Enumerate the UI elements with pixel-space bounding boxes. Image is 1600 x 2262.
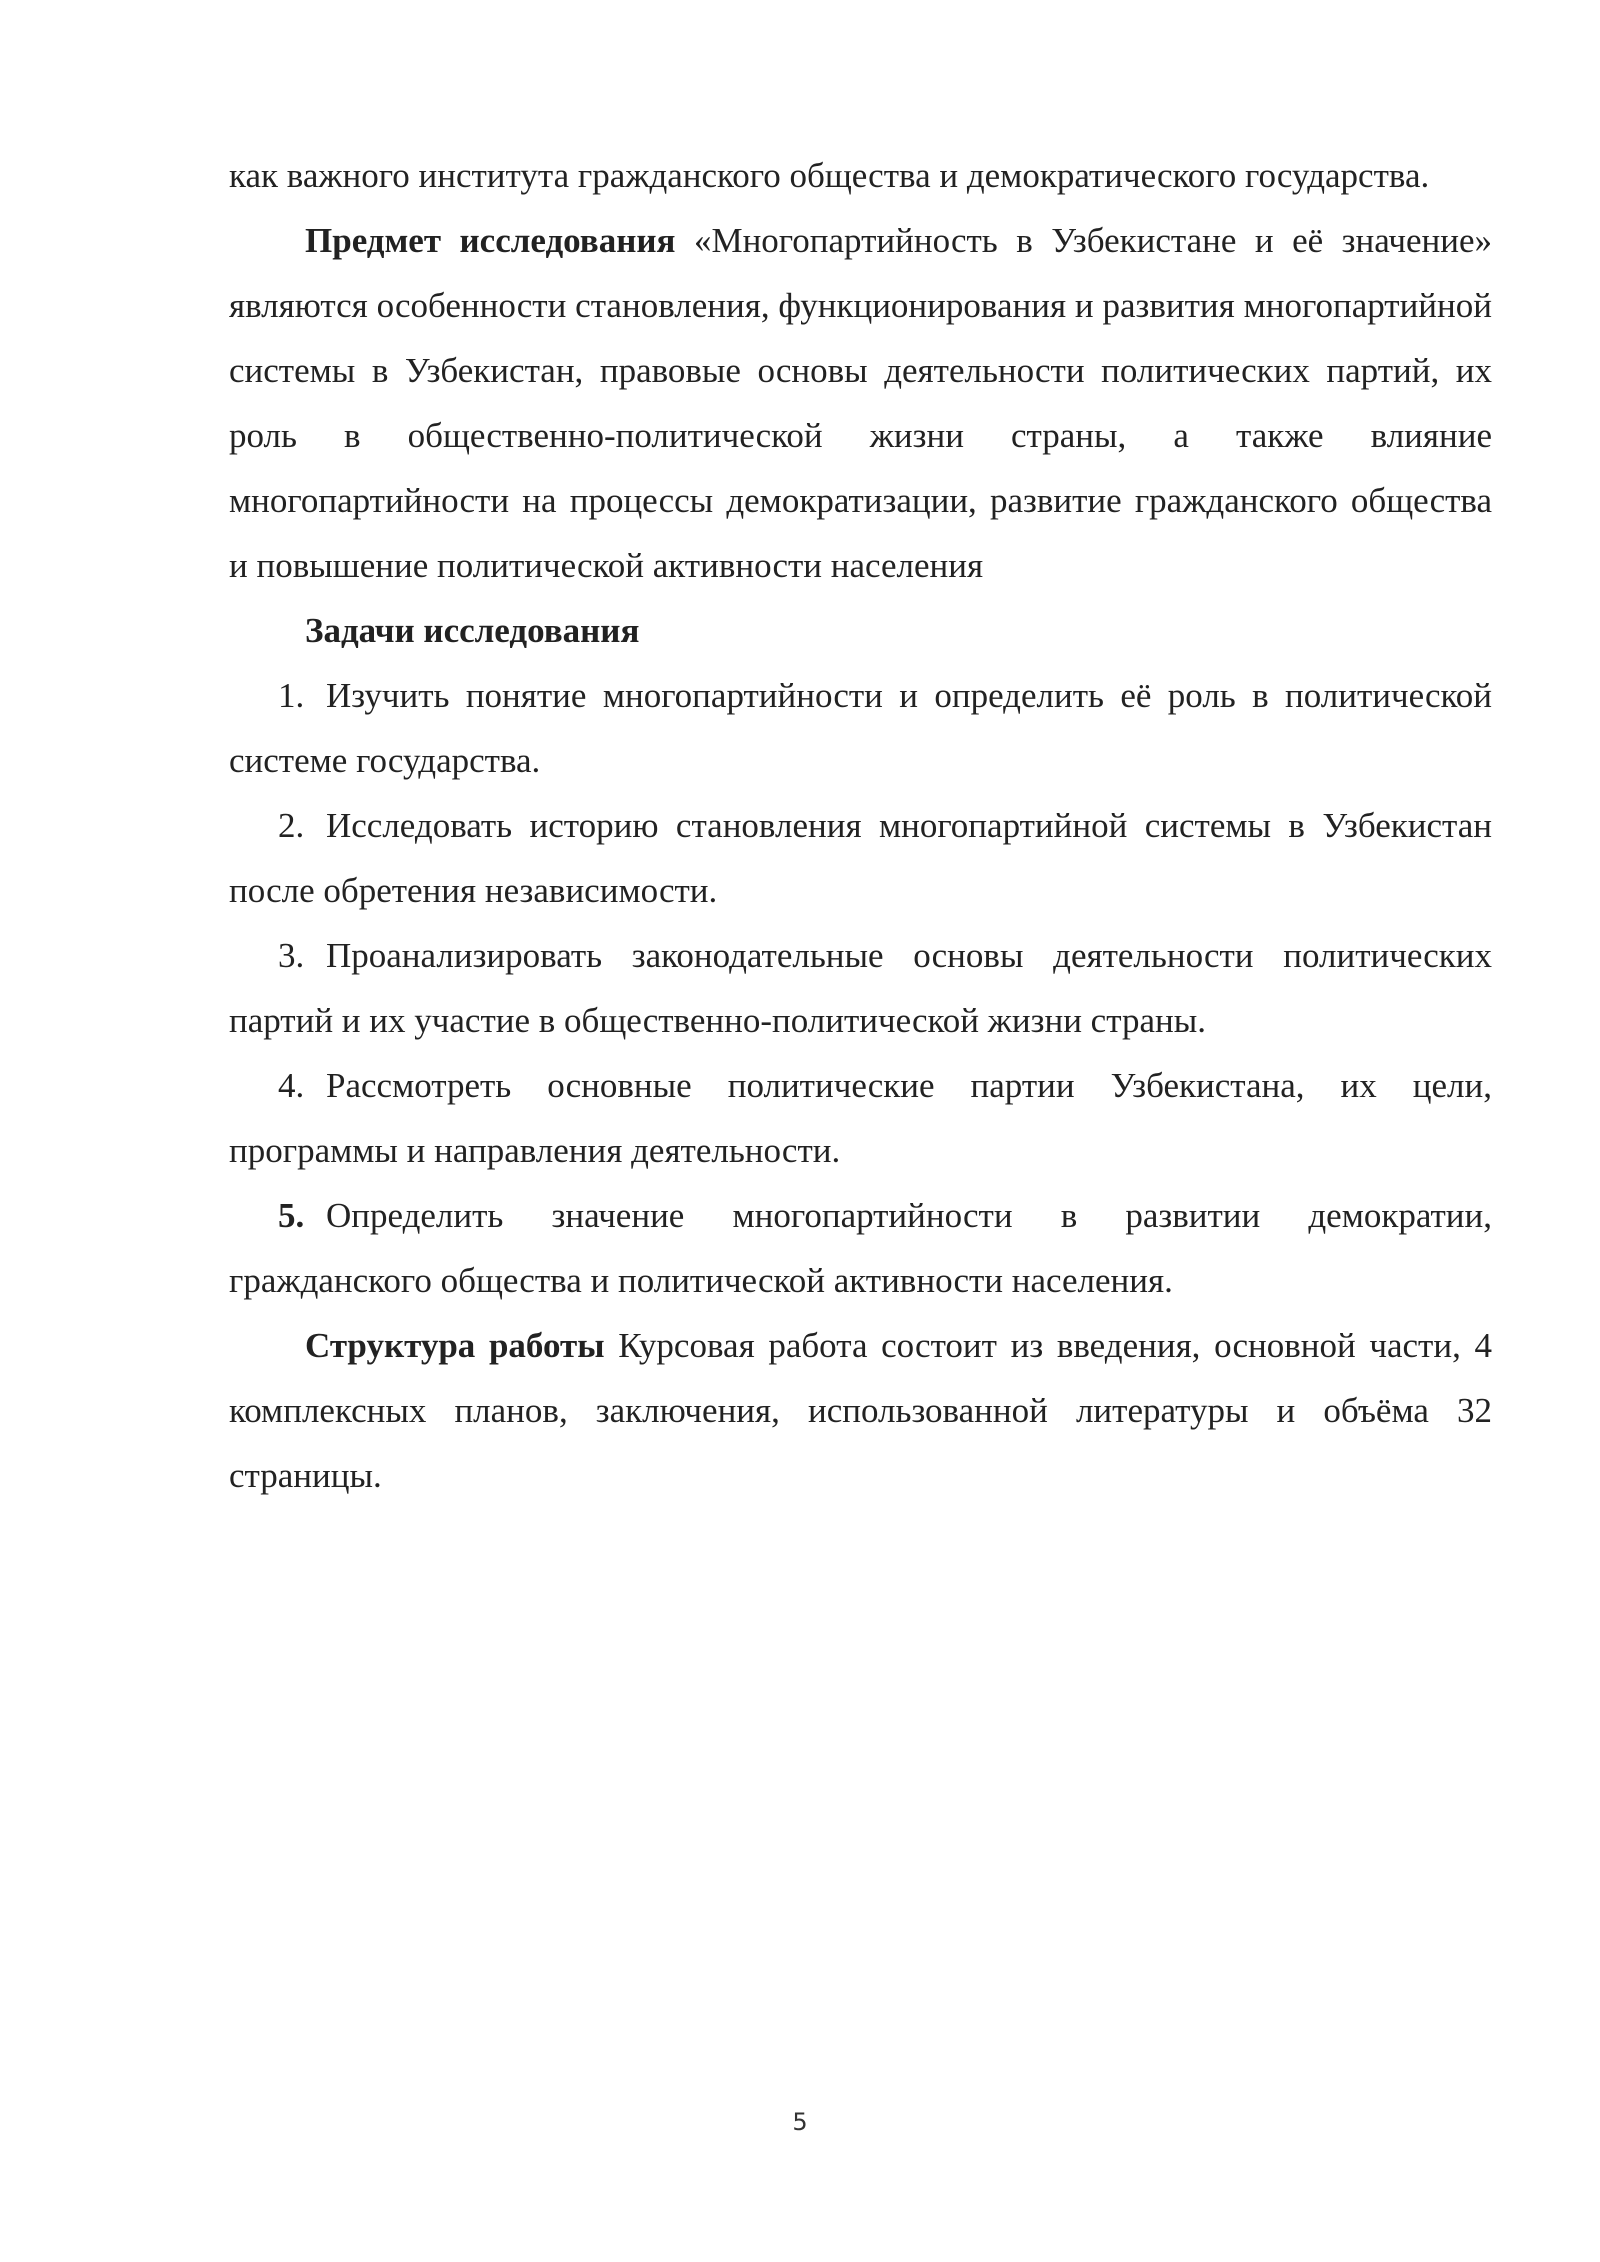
task-text-3: Проанализировать законодательные основы деятельности политических партий и их участие в общественно-политической жизни страны.: [229, 936, 1492, 1040]
task-item-1: [229, 663, 1492, 793]
task-number-3: 3.: [278, 936, 305, 975]
task-item-2: [229, 793, 1492, 923]
work-structure-text: Курсовая работа состоит из введения, основной части, 4 комплексных планов, заключения, использованной литературы и объёма 32 страницы.: [229, 1326, 1492, 1495]
task-text-1: Изучить понятие многопартийности и определить её роль в политической системе государства.: [229, 676, 1492, 780]
task-number-1: 1.: [278, 676, 305, 715]
research-subject-paragraph: [229, 208, 1492, 598]
page-number: 5: [792, 2108, 808, 2136]
page-body: [229, 143, 1492, 1508]
work-structure-label: Структура работы: [305, 1326, 605, 1365]
task-text-4: Рассмотреть основные политические партии Узбекистана, их цели, программы и направления деятельности.: [229, 1066, 1492, 1170]
research-subject-text: «Многопартийность в Узбекистане и её значение» являются особенности становления, функционирования и развития многопартийной системы в Узбекистан, правовые основы деятельности политических партий, их роль в общественно-политической жизни страны, а также влияние многопартийности на процессы демократизации, развитие гражданского общества и повышение политической активности населения: [229, 221, 1493, 585]
task-number-2: 2.: [278, 806, 305, 845]
intro-continuation-paragraph: как важного института гражданского общества и демократического государства.: [229, 156, 1430, 195]
task-item-5: [229, 1183, 1492, 1313]
task-item-4: [229, 1053, 1492, 1183]
task-text-5: Определить значение многопартийности в развитии демократии, гражданского общества и политической активности населения.: [229, 1196, 1492, 1300]
research-subject-label: Предмет исследования: [305, 221, 676, 260]
research-tasks-heading: Задачи исследования: [305, 611, 640, 650]
task-item-3: [229, 923, 1492, 1053]
task-number-4: 4.: [278, 1066, 305, 1105]
work-structure-paragraph: [229, 1313, 1492, 1508]
task-number-5: 5.: [278, 1196, 305, 1235]
task-text-2: Исследовать историю становления многопартийной системы в Узбекистан после обретения независимости.: [229, 806, 1492, 910]
